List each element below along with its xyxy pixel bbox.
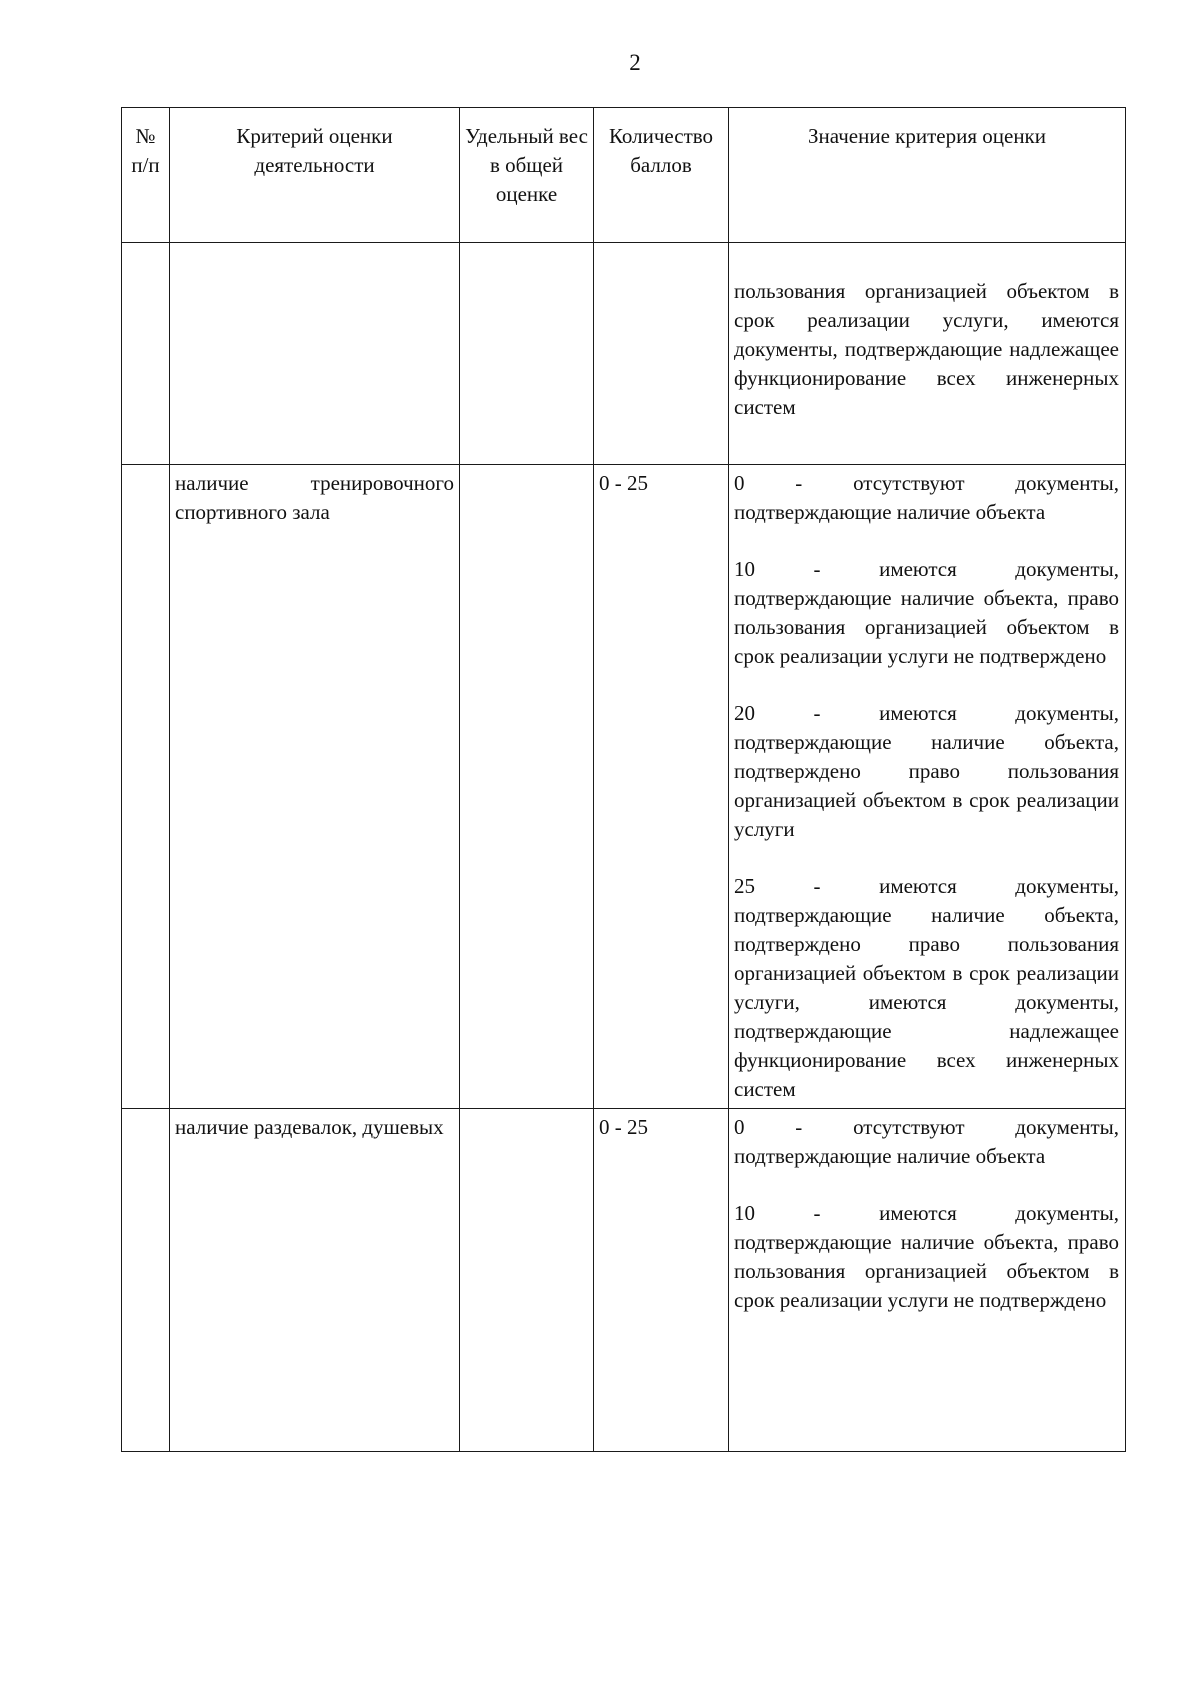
row-number [122,243,170,465]
criteria-table [121,107,1126,1452]
value-paragraph: 10 - имеются документы, подтверждающие наличие объекта, право пользования организацией объектом в срок реализации услуги не подтверждено [734,1201,1119,1312]
points-cell: 0 - 25 [594,1109,729,1452]
header-number: № п/п [122,108,170,243]
header-criterion: Критерий оценки деятельности [170,108,460,243]
criterion-cell: наличие раздевалок, душевых [170,1109,460,1452]
page-number: 2 [629,50,641,75]
weight-cell [460,465,594,1109]
points-cell: 0 - 25 [594,465,729,1109]
value-paragraph: 0 - отсутствуют документы, подтверждающие наличие объекта [734,471,1119,524]
value-paragraph: 10 - имеются документы, подтверждающие наличие объекта, право пользования организацией объектом в срок реализации услуги не подтверждено [734,557,1119,668]
weight-cell [460,243,594,465]
table-row [122,465,1126,1109]
value-paragraph: 0 - отсутствуют документы, подтверждающие наличие объекта [734,1115,1119,1168]
value-cell [729,243,1126,465]
weight-cell [460,1109,594,1452]
header-weight: Удельный вес в общей оценке [460,108,594,243]
value-cell [729,1109,1126,1452]
row-number [122,1109,170,1452]
row-number [122,465,170,1109]
value-paragraph: 20 - имеются документы, подтверждающие наличие объекта, подтверждено право пользования организацией объектом в срок реализации услуги [734,701,1119,841]
criterion-cell [170,243,460,465]
value-cell [729,465,1126,1109]
table-row [122,1109,1126,1452]
header-points: Количество баллов [594,108,729,243]
table-header-row [122,108,1126,243]
value-paragraph: пользования организацией объектом в срок реализации услуги, имеются документы, подтверждающие надлежащее функционирование всех инженерных систем [734,279,1119,419]
points-cell [594,243,729,465]
header-value: Значение критерия оценки [729,108,1126,243]
table-row [122,243,1126,465]
value-paragraph: 25 - имеются документы, подтверждающие наличие объекта, подтверждено право пользования организацией объектом в срок реализации услуги, имеются документы, подтверждающие надлежащее функционирование всех инженерных систем [734,874,1119,1101]
criterion-cell: наличие тренировочного спортивного зала [170,465,460,1109]
